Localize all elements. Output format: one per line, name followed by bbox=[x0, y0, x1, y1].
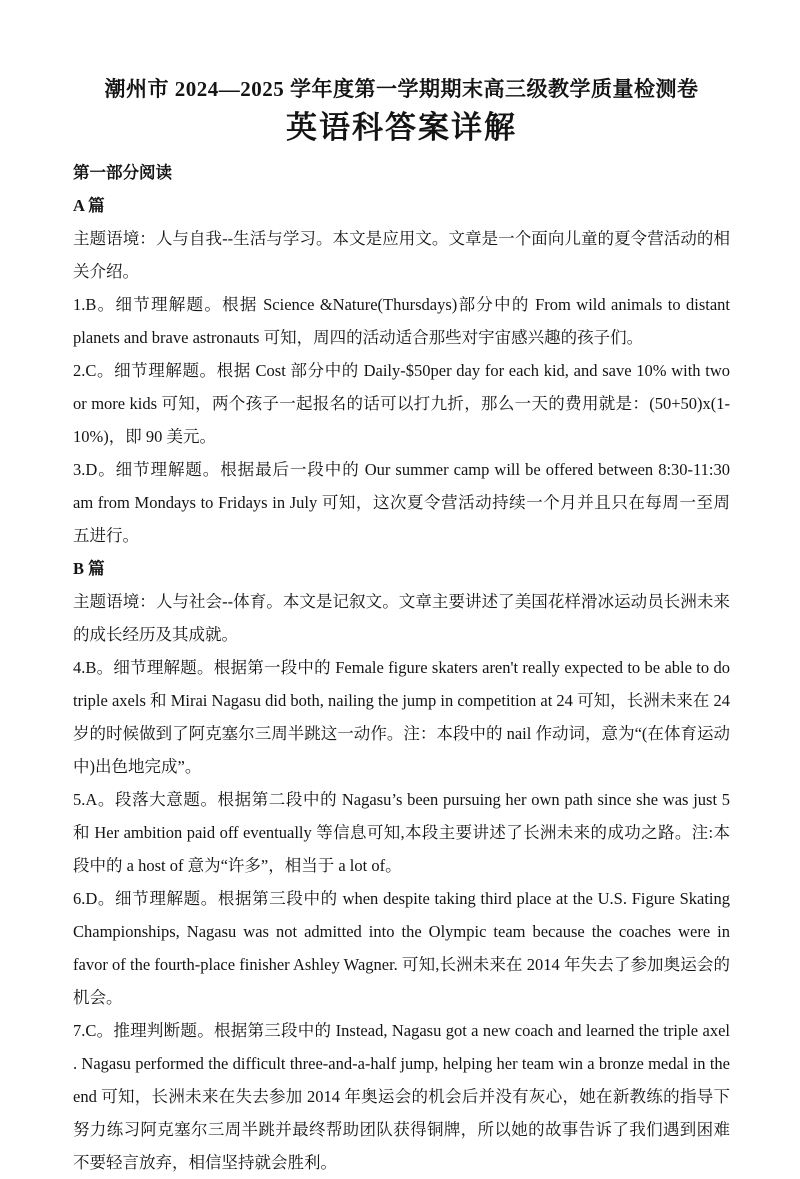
answer-explanation-3: 3.D。细节理解题。根据最后一段中的 Our summer camp will be offered between 8:30-11:30 am from Mondays to Fridays in July 可知，这次夏令营活动持续一个月并且只在每周一至周五进行。 bbox=[73, 460, 730, 545]
answer-explanation-1: 1.B。细节理解题。根据 Science &Nature(Thursdays)部分中的 From wild animals to distant planets and brave astronauts 可知，周四的活动适合那些对宇宙感兴趣的孩子们。 bbox=[73, 295, 730, 347]
passage-a-theme: 主题语境：人与自我--生活与学习。本文是应用文。文章是一个面向儿童的夏令营活动的相关介绍。 bbox=[73, 229, 730, 281]
answer-explanation-2: 2.C。细节理解题。根据 Cost 部分中的 Daily-$50per day for each kid, and save 10% with two or more kids 可知，两个孩子一起报名的话可以打九折，那么一天的费用就是：(50+50)x(1-10%)，即 90 美元。 bbox=[73, 361, 730, 446]
passage-a-heading: A 篇 bbox=[73, 196, 105, 215]
exam-paper-title: 潮州市 2024—2025 学年度第一学期期末高三级教学质量检测卷 bbox=[104, 77, 699, 101]
passage-b-theme: 主题语境：人与社会--体育。本文是记叙文。文章主要讲述了美国花样滑冰运动员长洲未来的成长经历及其成就。 bbox=[73, 592, 730, 644]
answer-key-title: 英语科答案详解 bbox=[286, 110, 517, 145]
answer-explanation-7: 7.C。推理判断题。根据第三段中的 Instead, Nagasu got a new coach and learned the triple axel . Nagasu performed the difficult three-and-a-half jump, helping her team win a bronze medal in the end 可知，长洲未来在失去参加 2014 年奥运会的机会后并没有灰心，她在新教练的指导下努力练习阿克塞尔三周半跳并最终帮助团队获得铜牌，所以她的故事告诉了我们遇到困难不要轻言放弃，相信坚持就会胜利。 bbox=[73, 1021, 730, 1172]
answer-explanation-5: 5.A。段落大意题。根据第二段中的 Nagasu’s been pursuing her own path since she was just 5 和 Her ambition paid off eventually 等信息可知,本段主要讲述了长洲未来的成功之路。注:本段中的 a host of 意为“许多”，相当于 a lot of。 bbox=[73, 790, 730, 875]
part1-reading-heading: 第一部分阅读 bbox=[73, 163, 172, 182]
answer-explanation-4: 4.B。细节理解题。根据第一段中的 Female figure skaters aren't really expected to be able to do triple axels 和 Mirai Nagasu did both, nailing the jump in competition at 24 可知，长洲未来在 24 岁的时候做到了阿克塞尔三周半跳这一动作。注：本段中的 nail 作动词，意为“(在体育运动中)出色地完成”。 bbox=[73, 658, 730, 776]
passage-b-heading: B 篇 bbox=[73, 559, 105, 578]
answer-explanation-6: 6.D。细节理解题。根据第三段中的 when despite taking third place at the U.S. Figure Skating Championships, Nagasu was not admitted into the Olympic team because the coaches were in favor of the fourth-place finisher Ashley Wagner. 可知,长洲未来在 2014 年失去了参加奥运会的机会。 bbox=[73, 889, 730, 1007]
